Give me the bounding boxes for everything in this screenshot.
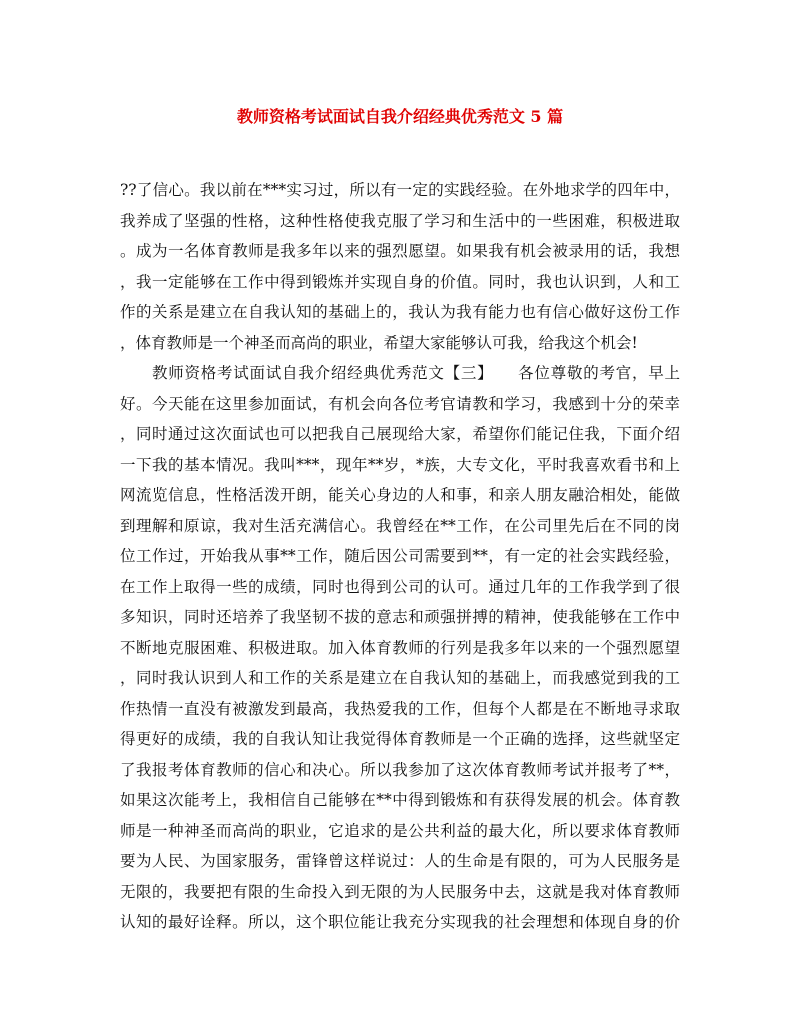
text-line: 到理解和原谅，我对生活充满信心。我曾经在**工作，在公司里先后在不同的岗 (120, 516, 680, 535)
text-line: 多知识，同时还培养了我坚韧不拔的意志和顽强拼搏的精神，使我能够在工作中 (120, 608, 680, 626)
text-line: 认知的最好诠释。所以，这个职位能让我充分实现我的社会理想和体现自身的价 (120, 913, 680, 931)
text-line: 得更好的成绩，我的自我认知让我觉得体育教师是一个正确的选择，这些就坚定 (120, 730, 680, 748)
text-line: 如果这次能考上，我相信自己能够在**中得到锻炼和有获得发展的机会。体育教 (120, 791, 680, 809)
text-line: 好。今天能在这里参加面试，有机会向各位考官请教和学习，我感到十分的荣幸 (120, 394, 680, 413)
text-line: 了我报考体育教师的信心和决心。所以我参加了这次体育教师考试并报考了**， (120, 760, 680, 779)
text-line: ，同时我认识到人和工作的关系是建立在自我认知的基础上，而我感觉到我的工 (120, 669, 680, 687)
text-line: 作的关系是建立在自我认知的基础上的，我认为我有能力也有信心做好这份工作 (120, 303, 680, 321)
text-line: 。成为一名体育教师是我多年以来的强烈愿望。如果我有机会被录用的话，我想 (120, 242, 680, 260)
text-line: ，体育教师是一个神圣而高尚的职业，希望大家能够认可我，给我这个机会! (120, 333, 638, 352)
text-line: 无限的，我要把有限的生命投入到无限的为人民服务中去，这就是我对体育教师 (120, 882, 680, 901)
text-line: 在工作上取得一些的成绩，同时也得到公司的认可。通过几年的工作我学到了很 (120, 577, 680, 596)
text-line: 作热情一直没有被激发到最高，我热爱我的工作，但每个人都是在不断地寻求取 (120, 699, 680, 718)
text-line: 要为人民、为国家服务，雷锋曾这样说过：人的生命是有限的，可为人民服务是 (120, 852, 680, 870)
document-title: 教师资格考试面试自我介绍经典优秀范文 5 篇 (236, 107, 564, 126)
text-line: ，同时通过这次面试也可以把我自己展现给大家，希望你们能记住我，下面介绍 (120, 425, 680, 443)
text-line: ??了信心。我以前在***实习过，所以有一定的实践经验。在外地求学的四年中， (120, 181, 680, 199)
document-body (120, 175, 680, 938)
text-line: 位工作过，开始我从事**工作，随后因公司需要到**，有一定的社会实践经验， (120, 547, 680, 565)
text-line: ，我一定能够在工作中得到锻炼并实现自身的价值。同时，我也认识到，人和工 (120, 272, 680, 291)
text-line: 不断地克服困难、积极进取。加入体育教师的行列是我多年以来的一个强烈愿望 (120, 638, 680, 657)
text-line: 师是一种神圣而高尚的职业，它追求的是公共利益的最大化，所以要求体育教师 (120, 821, 680, 840)
section-heading-line: 教师资格考试面试自我介绍经典优秀范文【三】 各位尊敬的考官，早上 (152, 364, 680, 382)
text-line: 一下我的基本情况。我叫***，现年**岁，*族，大专文化，平时我喜欢看书和上 (120, 455, 680, 474)
text-line: 网流览信息，性格活泼开朗，能关心身边的人和事，和亲人朋友融洽相处，能做 (120, 486, 680, 504)
text-line: 我养成了坚强的性格，这种性格使我克服了学习和生活中的一些困难，积极进取 (120, 211, 680, 230)
